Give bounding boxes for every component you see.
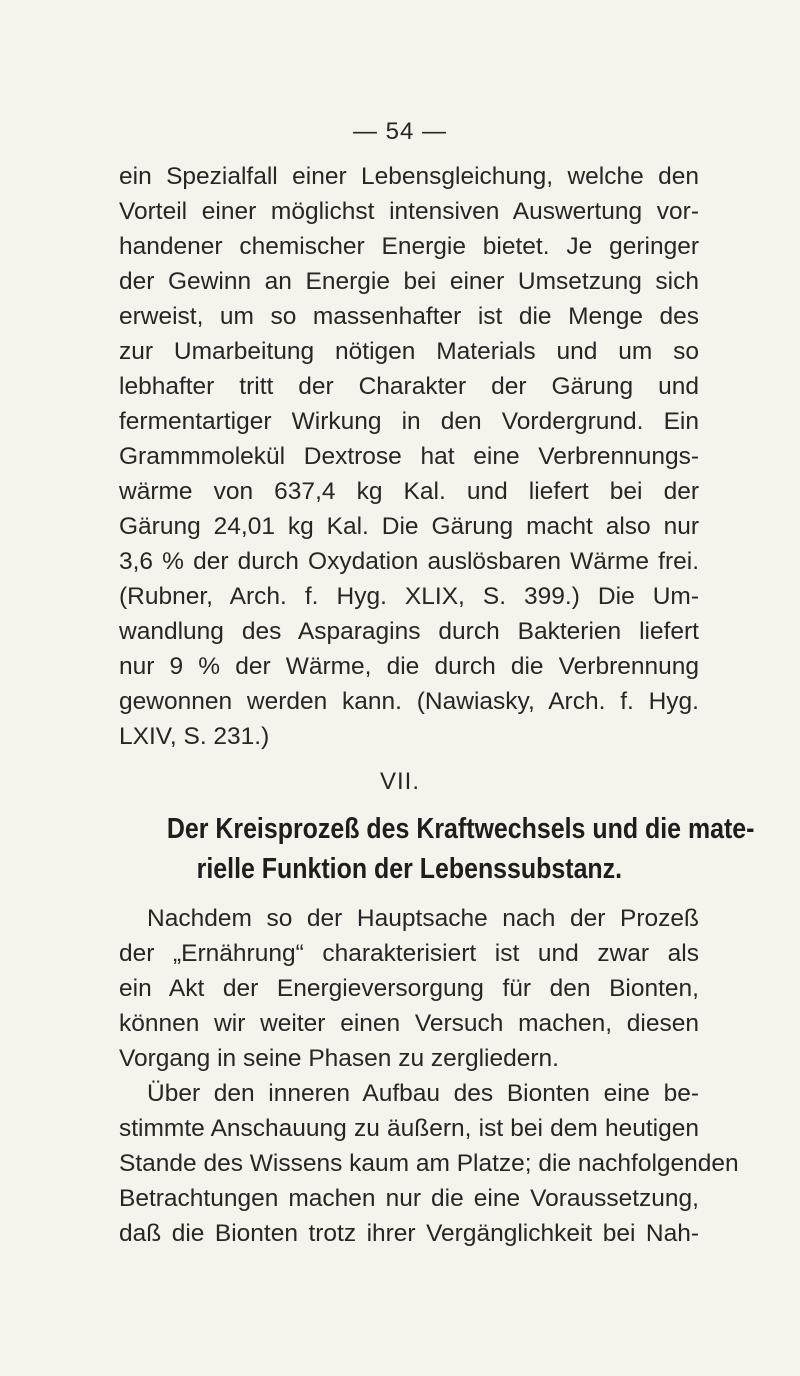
text-line: handener chemischer Energie bietet. Je geringer xyxy=(119,233,699,260)
text-line: ein Spezialfall einer Lebensgleichung, welche den xyxy=(119,163,699,190)
text-line: wärme von 637,4 kg Kal. und liefert bei der xyxy=(119,478,699,505)
text-line: gewonnen werden kann. (Nawiasky, Arch. f. Hyg. xyxy=(119,688,699,715)
text-line: nur 9 % der Wärme, die durch die Verbrennung xyxy=(119,653,699,680)
text-line: Betrachtungen machen nur die eine Voraussetzung, xyxy=(119,1185,699,1212)
text-line: Stande des Wissens kaum am Platze; die nachfolgenden xyxy=(119,1150,739,1177)
text-line: (Rubner, Arch. f. Hyg. XLIX, S. 399.) Die Um- xyxy=(119,583,699,610)
text-line: zur Umarbeitung nötigen Materials und um so xyxy=(119,338,699,365)
page-number: — 54 — xyxy=(352,118,448,145)
heading-text: Der Kreisprozeß des Kraftwechsels und die mate- xyxy=(166,813,755,845)
section-heading-line xyxy=(119,850,699,888)
text-line: Grammmolekül Dextrose hat eine Verbrennungs- xyxy=(119,443,699,470)
section-number: VII. xyxy=(379,768,420,795)
text-line: Gärung 24,01 kg Kal. Die Gärung macht also nur xyxy=(119,513,699,540)
text-line: daß die Bionten trotz ihrer Vergänglichkeit bei Nah- xyxy=(119,1220,699,1247)
text-line: Über den inneren Aufbau des Bionten eine be- xyxy=(147,1080,699,1107)
text-line: stimmte Anschauung zu äußern, ist bei dem heutigen xyxy=(119,1115,699,1142)
text-line: erweist, um so massenhafter ist die Menge des xyxy=(119,303,699,330)
section-heading-line xyxy=(119,810,755,848)
text-line: der „Ernährung“ charakterisiert ist und zwar als xyxy=(119,940,699,967)
text-line: der Gewinn an Energie bei einer Umsetzung sich xyxy=(119,268,699,295)
text-line-last: LXIV, S. 231.) xyxy=(119,723,270,750)
heading-text: rielle Funktion der Lebenssubstanz. xyxy=(196,853,622,885)
text-line: wandlung des Asparagins durch Bakterien liefert xyxy=(119,618,699,645)
text-line: Nachdem so der Hauptsache nach der Prozeß xyxy=(147,905,699,932)
text-line: fermentartiger Wirkung in den Vordergrund. Ein xyxy=(119,408,699,435)
text-line-last: Vorgang in seine Phasen zu zergliedern. xyxy=(119,1045,559,1072)
text-line: lebhafter tritt der Charakter der Gärung und xyxy=(119,373,699,400)
text-line: können wir weiter einen Versuch machen, diesen xyxy=(119,1010,699,1037)
text-line: Vorteil einer möglichst intensiven Auswertung vor- xyxy=(119,198,699,225)
text-line: 3,6 % der durch Oxydation auslösbaren Wärme frei. xyxy=(119,548,699,575)
text-line: ein Akt der Energieversorgung für den Bionten, xyxy=(119,975,699,1002)
